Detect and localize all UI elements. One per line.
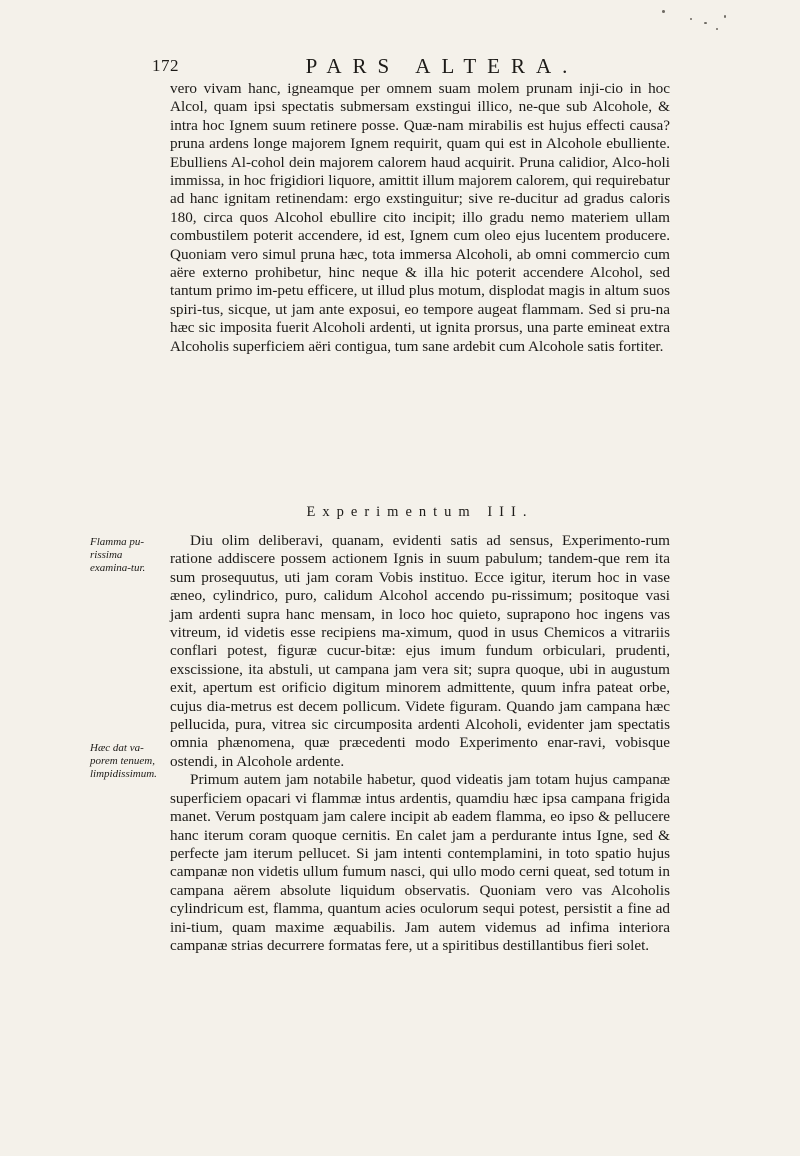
page-number: 172: [152, 56, 179, 75]
margin-note: Hæc dat va-porem tenuem, limpidissimum.: [90, 742, 157, 780]
body-text-bottom: [170, 532, 670, 955]
paragraph: vero vivam hanc, igneamque per omnem suam molem prunam inji-cio in hoc Alcol, quam ipsi spectatis submersam exstingui illico, ne-que sub Alcohole, & intra hoc Ignem suum retinere posse. Quæ-nam mirabilis est hujus effecti causa? pruna ardens longe majorem Ignem requirit, quam qui est in Alcohole ebulliente. Ebulliens Al-cohol dein majorem calorem haud acquirit. Pruna calidior, Alco-holi immissa, in hoc frigidiori liquore, amittit illum majorem calorem, qui requirebatur ad hanc ignitam retinendam: ergo exstinguitur; sive re-ducitur ad gradus caloris 180, circa quos Alcohol ebullire cito incipit; illo gradu nemo materiem ullam combustilem poterit accendere, id est, Ignem cum oleo ejus lucentem producere. Quoniam vero simul pruna hæc, tota immersa Alcoholi, ab omni commercio cum aëre externo prohibetur, hinc neque & illa hic poterit accendere Alcohol, sed tantum primo im-petu efficere, ut illud plus motum, displodat magis in altum suos spiri-tus, sicque, ut jam ante exposui, eo tempore augeat flammam. Sed si pru-na hæc sic imposita fuerit Alcoholi ardenti, ut ignita prorsus, una parte emineat extra Alcoholis superficiem aëri contigua, tum sane ardebit cum Alcohole satis fortiter.: [170, 80, 670, 355]
page-header: [152, 56, 672, 80]
paragraph: Primum autem jam notabile habetur, quod videatis jam totam hujus campanæ superficiem opacari vi flammæ intus ardentis, quamdiu hæc ipsa campana frigida manet. Verum postquam jam calere incipit ab eadem flamma, eo ipso & pellucere hanc iterum coram quoque cernitis. En calet jam a perdurante intus Igne, sed & perfecte jam iterum pellucet. Si jam intenti contemplamini, in toto spatio hujus campanæ non videtis ullum fumum nasci, qui ullo modo cerni queat, sed totum in campana aërem absolute liquidum observatis. Quoniam vero vas Alcoholis cylindricum est, flamma, quantum acies oculorum sequi potest, persistit a fine ad ini-tium, quam maxime æquabilis. Jam autem videmus ad infima interiora campanæ strias decurrere formatas fere, ut a spiritibus destillantibus fieri solet.: [170, 771, 670, 954]
margin-note: Flamma pu-rissima examina-tur.: [90, 536, 146, 574]
running-head: PARS ALTERA.: [305, 54, 579, 78]
paragraph: Diu olim deliberavi, quanam, evidenti satis ad sensus, Experimento-rum ratione addiscere possem actionem Ignis in suum pabulum; tandem-que rem ita sum prosequutus, uti jam coram Vobis instituo. Ecce igitur, iterum hoc in vase æneo, cylindrico, puro, calidum Alcohol accendo pu-rissimum; positoque vasi jam ardenti supra hanc mensam, in loco hoc quieto, suprapono hoc ingens vas vitreum, id videtis esse recipiens ma-ximum, quod in usus Chemicos a vitrariis conflari potest, figuræ cucur-bitæ: ejus imum fundum orbiculari, prudenti, exscissione, ita abstuli, ut campana jam vera sit; supra quoque, ubi in augustum exit, apertum est orificio digitum minorem admittente, quum infra pateat orbe, cujus dia-metrus est decem pollicum. Videte figuram. Quando jam campana hæc pellucida, pura, vitrea sic circumposita ardenti Alcoholi, evidenter jam spectatis omnia phænomena, quæ præcedenti modo Experimento enar-ravi, vobisque ostendi, in Alcohole ardente.: [170, 532, 670, 770]
section-heading: Experimentum III.: [306, 504, 534, 520]
body-text-top: [170, 80, 670, 356]
